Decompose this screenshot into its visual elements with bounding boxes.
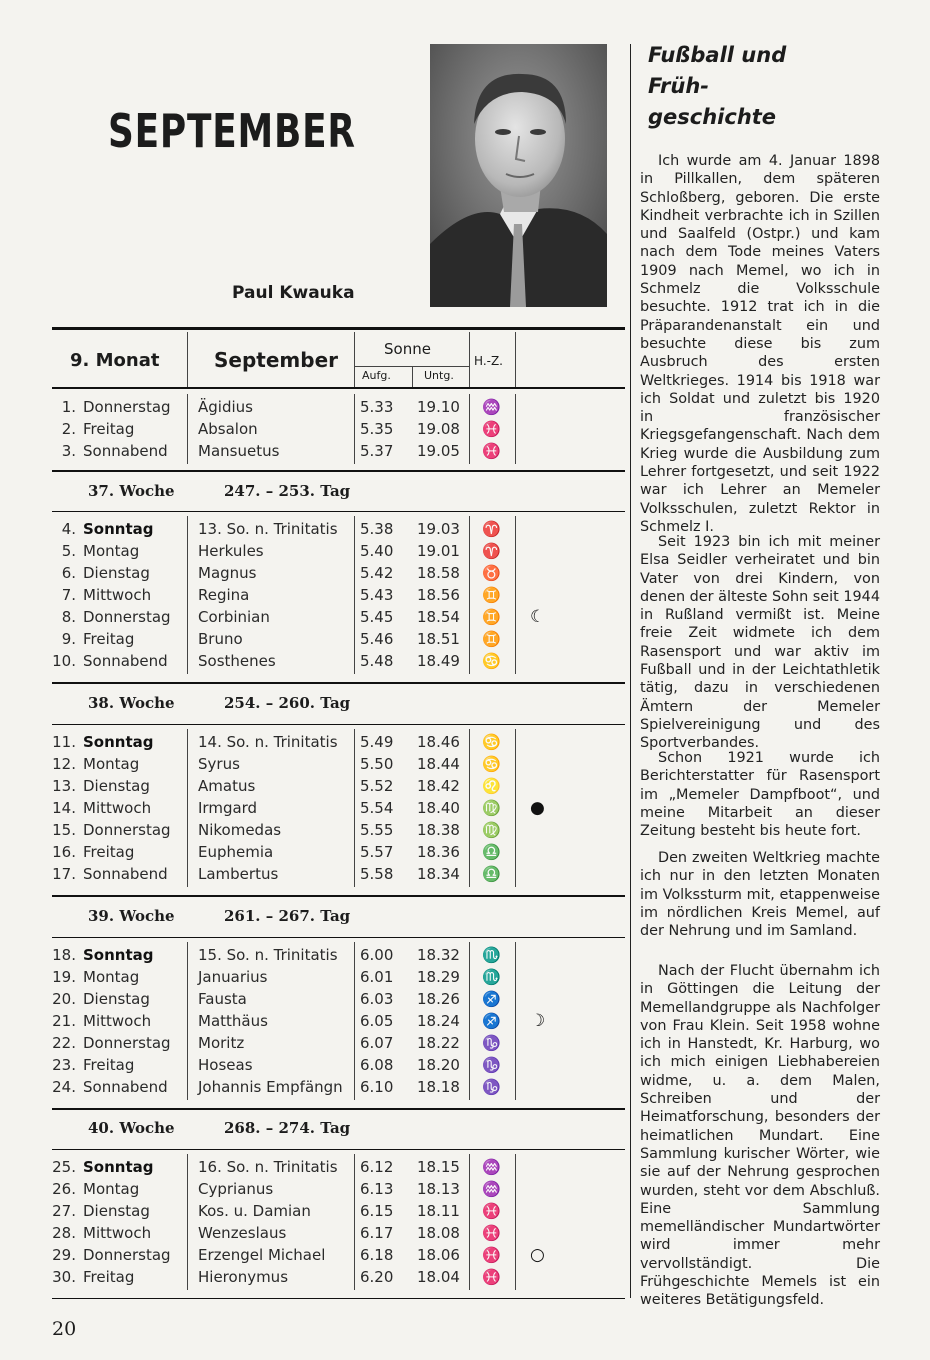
column-divider [469,729,470,887]
zodiac-sign-icon: ♒ [482,1180,501,1198]
weekday-name: Sonnabend [83,652,168,670]
sunrise-time: 5.45 [360,608,394,626]
saint-name: Cyprianus [198,1180,274,1198]
saint-name: Mansuetus [198,442,280,460]
column-divider [469,332,470,387]
article-paragraph: Ich wurde am 4. Januar 1898 in Pillkallen, dem späteren Schloßberg, geboren. Die erste Kindheit verbrachte ich in Szillen und Saalfeld (Ostpr.) und kam nach dem Tode meines Vaters 1909 nach Memel, wo ich in Schmelz die Volksschule besuchte. 1912 trat ich in die Präparandenanstalt ein und besuchte diese bis zum Ausbruch des ersten Weltkrieges. 1914 bis 1918 war ich Soldat und zuletzt bis 1920 in französischer Kriegsgefangenschaft. Nach dem Krieg wurde die Ausbildung zum Lehrer fortgesetzt, und seit 1922 war ich Lehrer an Memeler Volksschulen, zuletzt Rektor in Schmelz I. [640,153,880,535]
sunset-time: 18.08 [417,1224,460,1242]
saint-name: Kos. u. Damian [198,1202,311,1220]
day-number: 24. [52,1078,76,1096]
sunrise-time: 6.01 [360,968,394,986]
sunrise-time: 6.20 [360,1268,394,1286]
sunrise-time: 5.54 [360,799,394,817]
weekday-name: Donnerstag [83,1246,171,1264]
zodiac-sign-icon: ♑ [482,1056,501,1074]
week-separator-rule [52,682,625,684]
zodiac-sign-icon: ♓ [482,420,501,438]
sunset-time: 18.54 [417,608,460,626]
sunrise-time: 5.52 [360,777,394,795]
sunset-time: 19.03 [417,520,460,538]
weekday-name: Sonnabend [83,1078,168,1096]
zodiac-sign-icon: ♉ [482,564,501,582]
zodiac-sign-icon: ♈ [482,520,501,538]
column-divider [187,1154,188,1290]
moon-phase-icon: ○ [530,1245,545,1265]
sunrise-time: 6.15 [360,1202,394,1220]
saint-name: Corbinian [198,608,270,626]
column-divider [187,942,188,1100]
sunset-time: 19.05 [417,442,460,460]
day-number: 20. [52,990,76,1008]
weekday-name: Freitag [83,843,135,861]
zodiac-sign-icon: ♋ [482,652,501,670]
zodiac-sign-icon: ♒ [482,398,501,416]
week-separator-rule [52,1108,625,1110]
column-divider [354,332,355,387]
column-separator [630,44,631,1298]
column-divider [515,942,516,1100]
weekday-name: Mittwoch [83,1012,152,1030]
day-number: 6. [61,564,76,582]
sunset-time: 18.56 [417,586,460,604]
saint-name: Euphemia [198,843,274,861]
saint-name: 14. So. n. Trinitatis [198,733,338,751]
day-number: 12. [52,755,76,773]
sunset-time: 18.36 [417,843,460,861]
day-number: 9. [61,630,76,648]
zodiac-sign-icon: ♍ [482,821,501,839]
sunset-time: 18.42 [417,777,460,795]
day-number: 5. [61,542,76,560]
saint-name: Fausta [198,990,247,1008]
day-range-label: 261. – 267. Tag [224,907,351,925]
column-divider [469,1154,470,1290]
day-number: 18. [52,946,76,964]
article-heading [648,40,848,133]
sunrise-time: 6.18 [360,1246,394,1264]
saint-name: Johannis Empfängn [198,1078,343,1096]
zodiac-header: H.-Z. [474,354,503,368]
saint-name: Erzengel Michael [198,1246,326,1264]
table-top-rule [52,327,625,330]
moon-phase-icon: ☾ [530,607,546,627]
sunrise-time: 6.08 [360,1056,394,1074]
column-divider [469,394,470,464]
zodiac-sign-icon: ♎ [482,865,501,883]
zodiac-sign-icon: ♓ [482,1224,501,1242]
sunset-time: 18.38 [417,821,460,839]
column-divider [354,942,355,1100]
zodiac-sign-icon: ♊ [482,586,501,604]
saint-name: 13. So. n. Trinitatis [198,520,338,538]
column-divider [354,394,355,464]
day-number: 23. [52,1056,76,1074]
column-divider [469,942,470,1100]
sunrise-time: 6.07 [360,1034,394,1052]
sunrise-time: 5.42 [360,564,394,582]
weekday-name: Mittwoch [83,1224,152,1242]
article-heading-line: Fußball und [648,43,787,67]
month-name-header: September [214,348,338,372]
saint-name: Syrus [198,755,240,773]
sunset-time: 18.26 [417,990,460,1008]
day-number: 19. [52,968,76,986]
week-label: 38. Woche [88,694,175,712]
column-divider [469,516,470,674]
sunset-time: 19.10 [417,398,460,416]
week-rule [52,724,625,725]
sunset-time: 18.22 [417,1034,460,1052]
zodiac-sign-icon: ♐ [482,990,501,1008]
sunrise-time: 6.03 [360,990,394,1008]
column-divider [515,1154,516,1290]
sun-header: Sonne [384,340,431,358]
sunrise-time: 6.17 [360,1224,394,1242]
saint-name: Matthäus [198,1012,268,1030]
sunset-time: 18.29 [417,968,460,986]
sunrise-time: 5.40 [360,542,394,560]
table-bottom-rule [52,1298,625,1299]
sunset-time: 18.34 [417,865,460,883]
author-portrait-photo [430,44,607,307]
saint-name: Regina [198,586,250,604]
article-paragraph: Seit 1923 bin ich mit meiner Elsa Seidler verheiratet und bin Vater von drei Kindern, von denen der älteste Sohn seit 1944 in Rußland vermißt ist. Meine freie Zeit widmete ich dem Rasensport und war aktiv im Fußball und in der Leichtathletik tätig, dazu in verschiedenen Ämtern der Memeler Spielvereinigung und des Sportverbandes. [640,534,880,752]
saint-name: Sosthenes [198,652,276,670]
saint-name: Hoseas [198,1056,253,1074]
week-rule [52,511,625,512]
day-number: 2. [61,420,76,438]
sunrise-time: 5.50 [360,755,394,773]
zodiac-sign-icon: ♈ [482,542,501,560]
weekday-name: Donnerstag [83,821,171,839]
weekday-name: Sonntag [83,733,154,751]
sunset-time: 18.13 [417,1180,460,1198]
article-heading-line: Früh- [648,74,710,98]
saint-name: Ägidius [198,398,253,416]
column-divider [187,516,188,674]
saint-name: Januarius [198,968,268,986]
sunset-time: 18.51 [417,630,460,648]
weekday-name: Dienstag [83,777,150,795]
sunrise-time: 6.12 [360,1158,394,1176]
saint-name: Lambertus [198,865,279,883]
column-divider [187,332,188,387]
sunrise-header: Aufg. [362,369,391,382]
sunrise-time: 5.33 [360,398,394,416]
zodiac-sign-icon: ♋ [482,755,501,773]
day-number: 3. [61,442,76,460]
moon-phase-icon: ● [530,798,545,818]
weekday-name: Sonntag [83,520,154,538]
weekday-name: Montag [83,1180,140,1198]
weekday-name: Dienstag [83,564,150,582]
day-number: 26. [52,1180,76,1198]
sunrise-time: 5.46 [360,630,394,648]
day-number: 15. [52,821,76,839]
sunrise-time: 5.55 [360,821,394,839]
saint-name: 15. So. n. Trinitatis [198,946,338,964]
weekday-name: Sonntag [83,946,154,964]
zodiac-sign-icon: ♒ [482,1158,501,1176]
day-number: 27. [52,1202,76,1220]
sunrise-time: 5.48 [360,652,394,670]
zodiac-sign-icon: ♓ [482,1246,501,1264]
column-divider [354,729,355,887]
day-number: 8. [61,608,76,626]
day-range-label: 247. – 253. Tag [224,482,351,500]
zodiac-sign-icon: ♓ [482,1202,501,1220]
weekday-name: Sonntag [83,1158,154,1176]
weekday-name: Donnerstag [83,608,171,626]
saint-name: Herkules [198,542,264,560]
table-header-rule [52,387,625,389]
sunset-time: 18.40 [417,799,460,817]
weekday-name: Dienstag [83,990,150,1008]
sunrise-time: 5.57 [360,843,394,861]
weekday-name: Sonnabend [83,442,168,460]
column-divider [515,729,516,887]
week-separator-rule [52,895,625,897]
week-label: 40. Woche [88,1119,175,1137]
weekday-name: Mittwoch [83,586,152,604]
weekday-name: Montag [83,968,140,986]
sunset-time: 18.58 [417,564,460,582]
sunrise-time: 6.05 [360,1012,394,1030]
weekday-name: Mittwoch [83,799,152,817]
sunrise-time: 6.13 [360,1180,394,1198]
column-divider [354,516,355,674]
column-divider [515,394,516,464]
sunset-time: 18.18 [417,1078,460,1096]
zodiac-sign-icon: ♓ [482,1268,501,1286]
column-divider [515,332,516,387]
column-divider [187,394,188,464]
column-divider [187,729,188,887]
article-paragraph: Nach der Flucht übernahm ich in Göttingen die Leitung der Memellandgruppe als Nachfolger von Frau Klein. Seit 1958 wohne ich in Hanstedt, Kr. Harburg, wo ich mich einigen Liebhabereien widme, u. a. dem Malen, Schreiben und der Heimatforschung, besonders der heimatlichen Mundart. Eine Sammlung kurischer Wörter, wie sie auf der Nehrung gesprochen wurden, steht vor dem Abschluß. Eine Sammlung memelländischer Mundartwörter wird immer mehr vervollständigt. Die Frühgeschichte Memels ist ein weiteres Betätigungsfeld. [640,963,880,1309]
moon-phase-icon: ☽ [530,1011,546,1031]
day-number: 14. [52,799,76,817]
column-divider [515,516,516,674]
day-number: 29. [52,1246,76,1264]
day-number: 22. [52,1034,76,1052]
zodiac-sign-icon: ♐ [482,1012,501,1030]
day-range-label: 268. – 274. Tag [224,1119,351,1137]
day-number: 10. [52,652,76,670]
weekday-name: Freitag [83,1056,135,1074]
saint-name: Nikomedas [198,821,282,839]
day-number: 28. [52,1224,76,1242]
zodiac-sign-icon: ♋ [482,733,501,751]
zodiac-sign-icon: ♑ [482,1078,501,1096]
sunset-time: 18.04 [417,1268,460,1286]
weekday-name: Montag [83,542,140,560]
sunrise-time: 6.00 [360,946,394,964]
column-divider [412,367,413,387]
week-separator-rule [52,470,625,472]
saint-name: Hieronymus [198,1268,289,1286]
sunrise-time: 5.35 [360,420,394,438]
month-number-header: 9. Monat [70,350,160,371]
sunset-header: Untg. [424,369,454,382]
saint-name: Absalon [198,420,258,438]
weekday-name: Dienstag [83,1202,150,1220]
sunrise-time: 6.10 [360,1078,394,1096]
week-rule [52,1149,625,1150]
day-number: 16. [52,843,76,861]
sunset-time: 18.32 [417,946,460,964]
weekday-name: Donnerstag [83,398,171,416]
day-number: 7. [61,586,76,604]
weekday-name: Freitag [83,1268,135,1286]
weekday-name: Donnerstag [83,1034,171,1052]
sunset-time: 18.06 [417,1246,460,1264]
page-title: SEPTEMBER [108,104,356,158]
sunset-time: 18.44 [417,755,460,773]
article-heading-line: geschichte [648,105,777,129]
weekday-name: Freitag [83,630,135,648]
page-number: 20 [52,1318,77,1340]
saint-name: Irmgard [198,799,258,817]
saint-name: Magnus [198,564,257,582]
zodiac-sign-icon: ♊ [482,608,501,626]
saint-name: Amatus [198,777,256,795]
sunrise-time: 5.43 [360,586,394,604]
weekday-name: Freitag [83,420,135,438]
sunset-time: 18.24 [417,1012,460,1030]
sunset-time: 18.46 [417,733,460,751]
day-number: 4. [61,520,76,538]
saint-name: 16. So. n. Trinitatis [198,1158,338,1176]
zodiac-sign-icon: ♑ [482,1034,501,1052]
sunset-time: 18.15 [417,1158,460,1176]
zodiac-sign-icon: ♓ [482,442,501,460]
sunrise-time: 5.37 [360,442,394,460]
day-number: 1. [61,398,76,416]
zodiac-sign-icon: ♏ [482,946,501,964]
sunset-time: 18.20 [417,1056,460,1074]
sunset-time: 19.08 [417,420,460,438]
day-number: 30. [52,1268,76,1286]
weekday-name: Sonnabend [83,865,168,883]
column-divider [354,1154,355,1290]
week-rule [52,937,625,938]
saint-name: Moritz [198,1034,245,1052]
zodiac-sign-icon: ♍ [482,799,501,817]
article-paragraph: Schon 1921 wurde ich Berichterstatter für Rasensport im „Memeler Dampfboot“, und meine Mitarbeit an dieser Zeitung besteht bis heute fort. [640,750,880,840]
weekday-name: Montag [83,755,140,773]
saint-name: Wenzeslaus [198,1224,287,1242]
week-label: 37. Woche [88,482,175,500]
article-paragraph: Den zweiten Weltkrieg machte ich nur in den letzten Monaten im Volkssturm mit, etappenweise im nördlichen Kreis Memel, auf der Nehrung und im Samland. [640,850,880,940]
day-number: 25. [52,1158,76,1176]
zodiac-sign-icon: ♏ [482,968,501,986]
sunset-time: 19.01 [417,542,460,560]
day-range-label: 254. – 260. Tag [224,694,351,712]
author-caption: Paul Kwauka [232,283,355,303]
sunrise-time: 5.49 [360,733,394,751]
day-number: 21. [52,1012,76,1030]
saint-name: Bruno [198,630,243,648]
zodiac-sign-icon: ♌ [482,777,501,795]
sunrise-time: 5.38 [360,520,394,538]
week-label: 39. Woche [88,907,175,925]
day-number: 13. [52,777,76,795]
day-number: 17. [52,865,76,883]
sunrise-time: 5.58 [360,865,394,883]
day-number: 11. [52,733,76,751]
zodiac-sign-icon: ♎ [482,843,501,861]
sunset-time: 18.49 [417,652,460,670]
zodiac-sign-icon: ♊ [482,630,501,648]
sunset-time: 18.11 [417,1202,460,1220]
